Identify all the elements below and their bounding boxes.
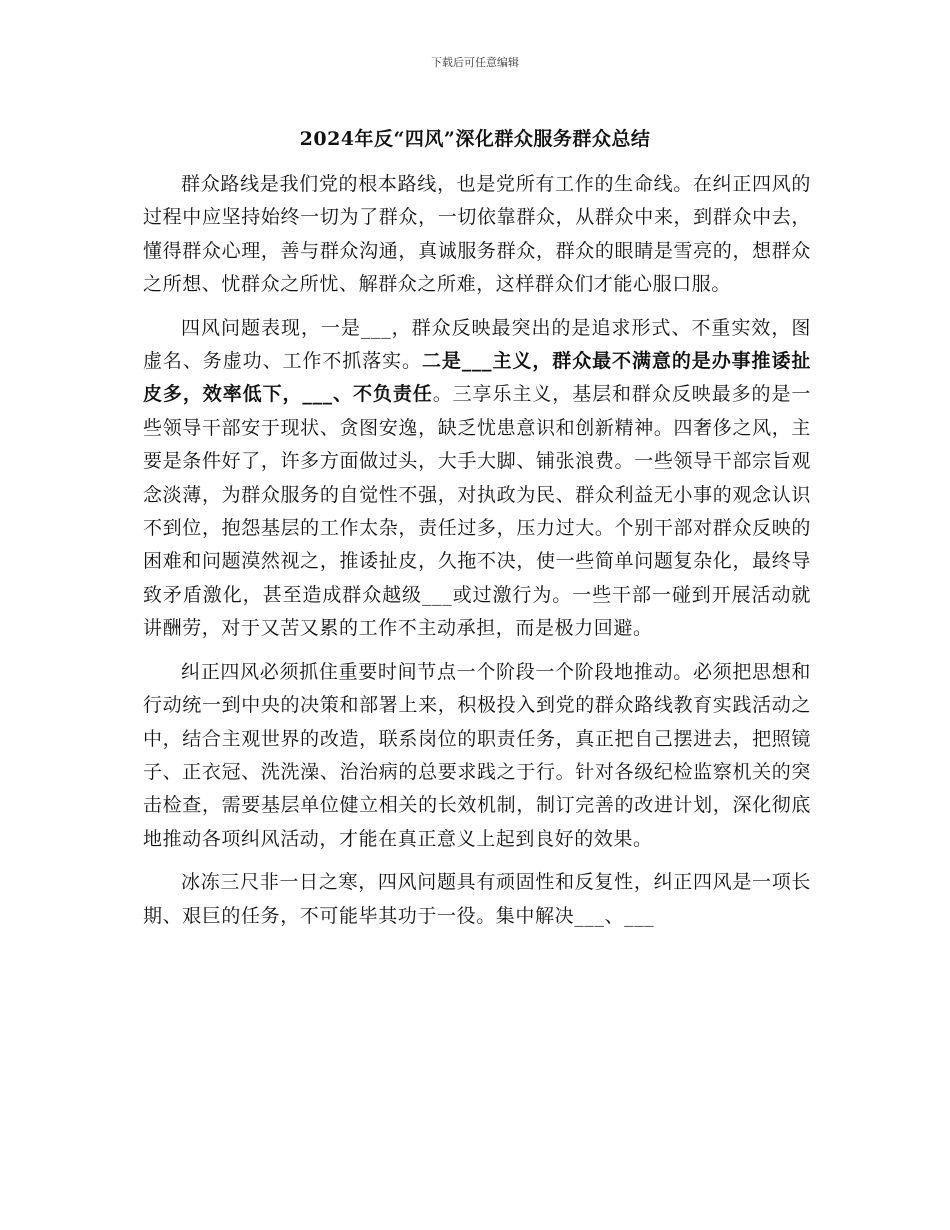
document-title: 2024年反“四风”深化群众服务群众总结 bbox=[299, 128, 651, 150]
paragraph-3: 纠正四风必须抓住重要时间节点一个阶段一个阶段地推动。必须把思想和行动统一到中央的决策和部署上来，积极投入到党的群众路线教育实践活动之中，结合主观世界的改造，联系岗位的职责任务，真正把自己摆进去，把照镜子、正衣冠、洗洗澡、治治病的总要求践之于行。针对各级纪检监察机关的突击检查，需要基层单位健立相关的长效机制，制订完善的改进计划，深化彻底地推动各项纠风活动，才能在真正意义上起到良好的效果。 bbox=[143, 660, 811, 850]
paragraph-2-text-end: 。三享乐主义，基层和群众反映最多的是一些领导干部安于现状、贪图安逸，缺乏忧患意识和创新精神。四奢侈之风，主要是条件好了，许多方面做过头，大手大脚、铺张浪费。一些领导干部宗旨观念淡薄，为群众服务的自觉性不强，对执政为民、群众利益无小事的观念认识不到位，抱怨基层的工作太杂，责任过多，压力过大。个别干部对群众反映的困难和问题漠然视之，推诿扯皮，久拖不决，使一些简单问题复杂化，最终导致矛盾激化，甚至造成群众越级___或过激行为。一些干部一碰到开展活动就讲酬劳，对于又苦又累的工作不主动承担，而是极力回避。 bbox=[143, 383, 812, 640]
paragraph-2-bold-text: 二是___主义，群众最不满意的是办事推诿扯皮多，效率低下，___、不负责任 bbox=[143, 350, 811, 406]
header-note: 下载后可任意编辑 bbox=[431, 56, 519, 69]
paragraph-2 bbox=[143, 312, 811, 646]
paragraph-4: 冰冻三尺非一日之寒，四风问题具有顽固性和反复性，纠正四风是一项长期、艰巨的任务，不可能毕其功于一役。集中解决___、___ bbox=[143, 871, 811, 927]
paragraph-2-text-start: 四风问题表现，一是___，群众反映最突出的是追求形式、不重实效，图虚名、务虚功、工作不抓落实。 bbox=[143, 316, 811, 373]
paragraph-1: 群众路线是我们党的根本路线，也是党所有工作的生命线。在纠正四风的过程中应坚持始终一切为了群众，一切依靠群众，从群众中来，到群众中去，懂得群众心理，善与群众沟通，真诚服务群众，群众的眼睛是雪亮的，想群众之所想、忧群众之所忧、解群众之所难，这样群众们才能心服口服。 bbox=[143, 173, 811, 296]
document-body bbox=[143, 168, 811, 943]
